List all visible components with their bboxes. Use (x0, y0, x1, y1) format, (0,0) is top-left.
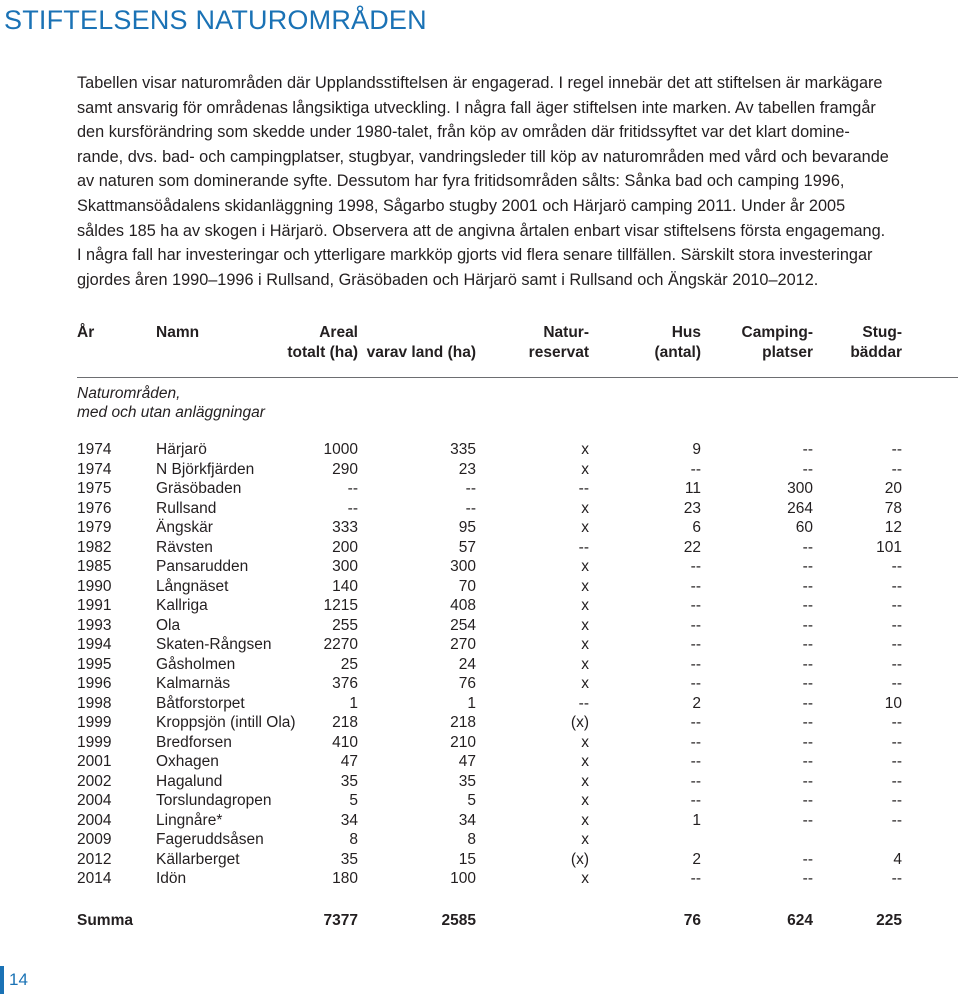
table-row (0, 733, 960, 753)
cell-beds: -- (891, 870, 902, 887)
cell-land: 300 (450, 558, 476, 575)
cell-year: 1991 (77, 597, 112, 614)
cell-name: N Björkfjärden (156, 460, 255, 478)
cell-houses: -- (690, 655, 701, 673)
table-row (0, 674, 960, 694)
cell-houses: -- (690, 558, 701, 575)
cell-houses: -- (690, 733, 701, 751)
sum-area: 7377 (323, 912, 358, 929)
cell-houses: -- (690, 772, 701, 790)
cell-camping: -- (802, 538, 813, 556)
cell-land: 24 (458, 655, 476, 673)
cell-reserve: x (581, 831, 589, 848)
intro-line: såldes 185 ha av skogen i Härjarö. Observera att de angivna årtalen enbart visar stiftelsens första engagemang. (77, 221, 886, 240)
cell-beds: -- (891, 753, 902, 770)
cell-area: 25 (340, 655, 358, 673)
cell-name: Ängskär (156, 519, 213, 536)
cell-camping: -- (802, 558, 813, 575)
cell-land: 34 (458, 811, 476, 829)
table-row (0, 752, 960, 772)
cell-year: 2014 (77, 870, 112, 887)
cell-camping: 264 (787, 499, 813, 517)
cell-beds: -- (891, 675, 902, 692)
header-area: Areal totalt (ha) (287, 324, 358, 361)
cell-year: 2012 (77, 850, 112, 868)
cell-area: 218 (332, 714, 358, 731)
cell-beds: -- (891, 616, 902, 634)
cell-name: Kroppsjön (intill Ola) (156, 714, 296, 731)
cell-reserve: (x) (570, 714, 589, 731)
cell-reserve: -- (578, 480, 589, 497)
cell-reserve: x (581, 636, 589, 653)
cell-houses: 22 (683, 538, 701, 556)
page-number-bar (0, 966, 4, 994)
cell-reserve: x (581, 753, 589, 770)
cell-houses: 2 (692, 850, 701, 868)
cell-year: 1999 (77, 714, 112, 731)
cell-area: 5 (349, 792, 358, 809)
cell-name: Långnäset (156, 577, 229, 595)
cell-land: -- (465, 499, 476, 517)
intro-line: Skattmansöådalens skidanläggning 1998, Sågarbo stugby 2001 och Härjarö camping 2011. Under år 2005 (77, 196, 846, 215)
page-number: 14 (9, 970, 28, 989)
cell-reserve: x (581, 733, 589, 751)
cell-houses: 2 (692, 694, 701, 712)
cell-reserve: x (581, 811, 589, 829)
cell-reserve: -- (578, 538, 589, 556)
cell-name: Pansarudden (156, 558, 249, 575)
cell-name: Ola (156, 616, 181, 634)
cell-land: 35 (458, 772, 476, 790)
cell-area: 333 (332, 519, 358, 536)
sum-houses: 76 (683, 912, 701, 929)
cell-name: Källarberget (156, 850, 240, 868)
intro-line: gjordes åren 1990–1996 i Rullsand, Gräsöbaden och Härjarö samt i Rullsand och Ängskär 2010–2012. (77, 270, 819, 289)
cell-name: Gåsholmen (156, 655, 236, 673)
cell-name: Lingnåre* (156, 811, 223, 829)
cell-area: 140 (332, 577, 358, 595)
table-row (0, 869, 960, 889)
intro-paragraph (77, 71, 949, 292)
cell-reserve: x (581, 675, 589, 692)
cell-area: 1000 (323, 441, 358, 458)
header-year: År (77, 324, 95, 341)
sum-beds: 225 (876, 912, 902, 929)
table-row (0, 479, 960, 499)
cell-land: 15 (458, 850, 476, 868)
cell-beds: -- (891, 577, 902, 595)
cell-camping: -- (802, 811, 813, 829)
cell-area: 376 (332, 675, 358, 692)
table-body (0, 440, 960, 889)
cell-beds: -- (891, 636, 902, 653)
cell-name: Kalmarnäs (156, 675, 231, 692)
cell-houses: -- (690, 577, 701, 595)
cell-camping: 300 (787, 480, 813, 497)
cell-year: 1979 (77, 519, 112, 536)
cell-area: 180 (332, 870, 358, 887)
cell-name: Hagalund (156, 772, 223, 790)
cell-reserve: x (581, 519, 589, 536)
cell-name: Fageruddsåsen (156, 831, 264, 848)
table-row (0, 694, 960, 714)
cell-houses: 6 (692, 519, 701, 536)
cell-area: 1 (349, 694, 358, 712)
cell-land: 47 (458, 753, 476, 770)
cell-reserve: x (581, 655, 589, 673)
header-beds: Stug- bäddar (850, 324, 902, 361)
cell-beds: 12 (884, 519, 902, 536)
cell-land: 95 (458, 519, 476, 536)
cell-area: 35 (340, 850, 358, 868)
cell-beds: 78 (884, 499, 902, 517)
cell-camping: -- (802, 655, 813, 673)
cell-land: 408 (450, 597, 476, 614)
cell-land: 335 (450, 441, 476, 458)
cell-beds: 4 (893, 850, 902, 868)
intro-line: den kursförändring som skedde under 1980-talet, från köp av områden där fritidssyftet var det klart domine- (77, 123, 850, 142)
cell-beds: -- (891, 733, 902, 751)
cell-land: 8 (467, 831, 476, 848)
cell-name: Bredforsen (156, 733, 232, 751)
cell-land: 76 (458, 675, 476, 692)
sum-land: 2585 (441, 912, 476, 929)
cell-year: 2004 (77, 792, 112, 809)
table-row (0, 616, 960, 636)
cell-area: 1215 (323, 597, 358, 614)
cell-camping: -- (802, 694, 813, 712)
cell-area: 35 (340, 772, 358, 790)
cell-land: 70 (458, 577, 476, 595)
sum-row (0, 911, 960, 931)
cell-area: 300 (332, 558, 358, 575)
table-row (0, 460, 960, 480)
table-row (0, 635, 960, 655)
cell-name: Oxhagen (156, 753, 219, 770)
cell-year: 1990 (77, 577, 112, 595)
cell-land: 1 (467, 694, 476, 712)
cell-houses: -- (690, 460, 701, 478)
cell-reserve: -- (578, 694, 589, 712)
cell-houses: -- (690, 597, 701, 614)
cell-area: 290 (332, 460, 358, 478)
cell-camping: -- (802, 675, 813, 692)
cell-reserve: x (581, 616, 589, 634)
header-houses: Hus (antal) (654, 324, 701, 361)
cell-houses: 11 (684, 480, 701, 497)
cell-reserve: x (581, 792, 589, 809)
cell-name: Härjarö (156, 441, 207, 458)
cell-camping: -- (802, 441, 813, 458)
table-row (0, 713, 960, 733)
header-land: varav land (ha) (366, 344, 476, 361)
cell-camping: -- (802, 460, 813, 478)
table-row (0, 440, 960, 460)
cell-houses: 9 (692, 441, 701, 458)
cell-beds: 20 (884, 480, 902, 497)
cell-camping: -- (802, 636, 813, 653)
cell-houses: 23 (683, 499, 701, 517)
cell-area: 8 (349, 831, 358, 848)
cell-houses: -- (690, 616, 701, 634)
cell-year: 1998 (77, 694, 112, 712)
cell-reserve: x (581, 772, 589, 790)
table-row (0, 811, 960, 831)
cell-houses: -- (690, 792, 701, 809)
cell-year: 1976 (77, 499, 112, 517)
cell-houses: -- (690, 753, 701, 770)
cell-beds: -- (891, 655, 902, 673)
cell-year: 1985 (77, 558, 112, 575)
intro-line: av naturen som dominerande syfte. Dessutom har fyra fritidsområden sålts: Sånka bad och camping 1996, (77, 172, 845, 191)
cell-name: Kallriga (156, 597, 208, 614)
cell-area: 255 (332, 616, 358, 634)
cell-area: 47 (340, 753, 358, 770)
header-divider (77, 377, 958, 378)
intro-line: samt ansvarig för områdenas långsiktiga utveckling. I några fall äger stiftelsen inte marken. Av tabellen framgår (77, 98, 876, 117)
cell-year: 1982 (77, 538, 112, 556)
cell-reserve: x (581, 499, 589, 517)
header-camping: Camping- platser (741, 324, 813, 361)
table-row (0, 850, 960, 870)
cell-reserve: x (581, 441, 589, 458)
cell-land: 210 (450, 733, 476, 751)
cell-land: 218 (450, 714, 476, 731)
table-row (0, 499, 960, 519)
cell-camping: -- (802, 792, 813, 809)
page-title: STIFTELSENS NATUROMRÅDEN (4, 5, 427, 35)
table-row (0, 791, 960, 811)
cell-houses: -- (690, 714, 701, 731)
cell-reserve: x (581, 460, 589, 478)
cell-reserve: x (581, 577, 589, 595)
cell-year: 1975 (77, 480, 112, 497)
cell-year: 2002 (77, 772, 112, 790)
cell-beds: -- (891, 714, 902, 731)
cell-year: 1995 (77, 655, 112, 673)
cell-name: Torslundagropen (156, 792, 272, 809)
cell-reserve: x (581, 558, 589, 575)
table-row (0, 557, 960, 577)
section-label: Naturområden, med och utan anläggningar (77, 385, 265, 421)
cell-land: 57 (458, 538, 476, 556)
cell-year: 2009 (77, 831, 112, 848)
cell-camping: -- (802, 733, 813, 751)
intro-line: I några fall har investeringar och ytterligare markköp gjorts vid flera senare tillfällen. Särskilt stora investeringar (77, 246, 873, 265)
table-row (0, 830, 960, 850)
cell-houses: -- (690, 675, 701, 692)
cell-beds: -- (891, 792, 902, 809)
cell-beds: -- (891, 811, 902, 829)
header-reserve: Natur- reservat (528, 324, 589, 361)
cell-land: 270 (450, 636, 476, 653)
cell-area: -- (347, 480, 358, 497)
cell-beds: -- (891, 772, 902, 790)
cell-area: 410 (332, 733, 358, 751)
table-row (0, 538, 960, 558)
cell-year: 1974 (77, 441, 112, 458)
cell-camping: -- (802, 714, 813, 731)
cell-year: 1994 (77, 636, 112, 653)
table-row (0, 772, 960, 792)
cell-area: 2270 (323, 636, 358, 653)
cell-area: 34 (340, 811, 358, 829)
cell-year: 2004 (77, 811, 112, 829)
cell-beds: -- (891, 460, 902, 478)
cell-area: -- (347, 499, 358, 517)
cell-beds: -- (891, 441, 902, 458)
table-row (0, 518, 960, 538)
cell-houses: -- (690, 870, 701, 887)
cell-reserve: x (581, 870, 589, 887)
cell-land: 100 (450, 870, 476, 887)
cell-beds: 101 (876, 538, 902, 556)
cell-year: 1999 (77, 733, 112, 751)
cell-camping: -- (802, 616, 813, 634)
cell-beds: -- (891, 558, 902, 575)
sum-camping: 624 (787, 912, 813, 929)
cell-name: Rävsten (156, 538, 213, 556)
cell-camping: -- (802, 772, 813, 790)
cell-land: 23 (458, 460, 476, 478)
cell-land: -- (465, 480, 476, 497)
cell-camping: -- (802, 753, 813, 770)
cell-beds: -- (891, 597, 902, 614)
cell-land: 5 (467, 792, 476, 809)
cell-year: 1996 (77, 675, 112, 692)
cell-camping: -- (802, 870, 813, 887)
cell-camping: 60 (795, 519, 813, 536)
cell-land: 254 (450, 616, 476, 634)
cell-houses: -- (690, 636, 701, 653)
intro-line: Tabellen visar naturområden där Upplandsstiftelsen är engagerad. I regel innebär det att stiftelsen är markägare (77, 74, 883, 92)
cell-camping: -- (802, 577, 813, 595)
cell-camping: -- (802, 597, 813, 614)
cell-reserve: (x) (570, 850, 589, 868)
table-row (0, 577, 960, 597)
cell-name: Rullsand (156, 499, 217, 517)
cell-name: Idön (156, 870, 187, 887)
table-row (0, 655, 960, 675)
header-name: Namn (156, 324, 200, 341)
table-row (0, 596, 960, 616)
sum-label: Summa (77, 912, 133, 929)
cell-year: 1974 (77, 460, 112, 478)
cell-name: Gräsöbaden (156, 480, 242, 497)
cell-year: 2001 (77, 753, 112, 770)
cell-houses: 1 (692, 811, 701, 829)
cell-area: 200 (332, 538, 358, 556)
cell-reserve: x (581, 597, 589, 614)
cell-year: 1993 (77, 616, 112, 634)
intro-line: rande, dvs. bad- och campingplatser, stugbyar, vandringsleder till köp av naturområden med vård och bevarande (77, 147, 889, 166)
cell-name: Båtforstorpet (156, 694, 245, 712)
cell-name: Skaten-Rångsen (156, 636, 272, 653)
cell-camping: -- (802, 850, 813, 868)
cell-beds: 10 (884, 694, 902, 712)
